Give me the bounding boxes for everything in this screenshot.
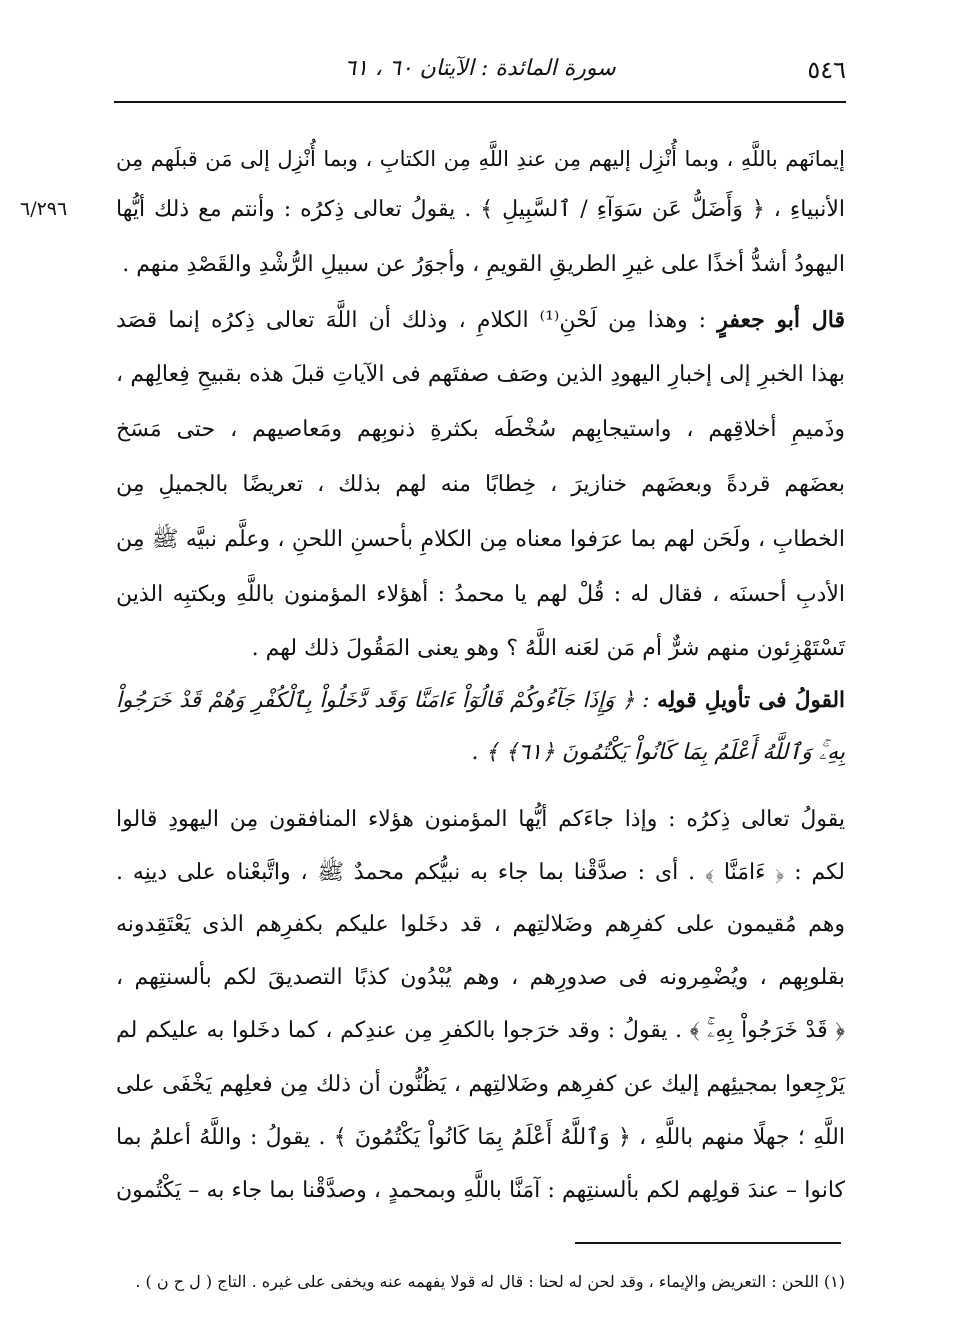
paragraph-1-line: الأنبياءِ ، ﴿ وَأَضَلُّ عَن سَوَآءِ / ٱلسَّبِيلِ ﴾ . يقولُ تعالى ذِكرُه : وأنتم مع ذلك أيُّها (116, 197, 845, 222)
paragraph-2-line: بهذا الخبرِ إلى إخبارِ اليهودِ الذين وصَف صفتَهم فى الآياتِ قبلَ هذه بقبيحِ فِعالِهم ، (116, 362, 845, 387)
paragraph-3-line: ﴿ قَدْ خَرَجُواْ بِهِۦۚ ﴾ . يقولُ : وقد خرَجوا بالكفرِ مِن عندِكم ، كما دخَلوا به عليكم لم (116, 1018, 845, 1043)
footnote: (١) اللحن : التعريض والإيماء ، وقد لحن له لحنا : قال له قولا يفهمه عنه ويخفى على غيره . التاج ( ل ح ن ) . (135, 1272, 845, 1291)
margin-reference: ٦/٢٩٦ (20, 198, 68, 220)
section-heading (116, 679, 845, 723)
quran-verse: : ﴿ وَإِذَا جَآءُوكُمْ قَالُوٓاْ ءَامَنَّا وَقَد دَّخَلُواْ بِٱلْكُفْرِ وَهُمْ قَدْ خَرَجُواْ (116, 688, 650, 713)
paragraph-3-line: يقولُ تعالى ذِكرُه : وإذا جاءَكم أيُّها المؤمنون هؤلاء المنافقون مِن اليهودِ قالوا (116, 807, 845, 832)
paragraph-3-line: اللَّهِ ؛ جهلًا منهم باللَّهِ ، ﴿ وَٱللَّهُ أَعْلَمُ بِمَا كَانُواْ يَكْتُمُونَ ﴾ . يقولُ : واللَّهُ أعلمُ بما (116, 1125, 845, 1150)
quran-verse-continuation: بِهِۦۚ وَٱللَّهُ أَعْلَمُ بِمَا كَانُواْ يَكْتُمُونَ ﴿٦١﴾ ﴾ . (471, 740, 845, 765)
paragraph-2-line: بعضَهم قردةً وبعضَهم خنازيرَ ، خِطابًا منه لهم بذلك ، تعريضًا بالجميلِ مِن (116, 472, 845, 497)
header-rule (114, 101, 846, 103)
paragraph-2-line: تَسْتَهْزِئون منهم شرٌّ أم مَن لعَنه اللَّهُ ؟ وهو يعنى المَقُولَ ذلك لهم . (251, 636, 845, 661)
page-number: ٥٤٦ (807, 56, 846, 84)
running-head: سورة المائدة : الآيتان ٦٠ ، ٦١ (344, 56, 616, 81)
paragraph-2-text: : وهذا مِن لَحْنِ⁽¹⁾ الكلامِ ، وذلك أن اللَّهَ تعالى ذِكرُه إنما قصَد (116, 308, 707, 333)
paragraph-1-line: إيمانَهم باللَّهِ ، وبما أُنْزِل إليهم مِن عندِ اللَّهِ مِن الكتابِ ، وبما أُنْزِل إلى مَن قبلَهم مِن (116, 147, 845, 171)
paragraph-2-line: الأدبِ أحسنَه ، فقال له : قُلْ لهم يا محمدُ : أهؤلاء المؤمنون باللَّهِ وبكتبِه الذين (116, 582, 845, 607)
paragraph-2-lead: قال أبو جعفرٍ (717, 307, 845, 333)
paragraph-3-line: كانوا – عندَ قولِهم لكم بألسنتِهم : آمَنَّا باللَّهِ وبمحمدٍ ، وصدَّقْنا بما جاء به – يَكْتُمون (116, 1178, 845, 1203)
paragraph-3-line: بقلوبِهم ، ويُضْمِرونه فى صدورِهم ، وهم يُبْدُون كذبًا التصديقَ لكم بألسنتِهم ، (116, 965, 845, 990)
paragraph-2-line: الخطابِ ، ولَحَن لهم بما عرَفوا معناه مِن الكلامِ بأحسنِ اللحنِ ، وعلَّم نبيَّه ﷺ مِن (116, 527, 845, 552)
footnote-rule (575, 1242, 841, 1244)
paragraph-3-line: وهم مُقيمون على كفرِهم وضَلالتِهم ، قد دخَلوا عليكم بكفرِهم الذى يَعْتَقِدونه (116, 912, 845, 937)
paragraph-3-line: يَرْجِعوا بمجيئِهم إليك عن كفرِهم وضَلالتِهم ، يَظُنُّون أن ذلك مِن فعلِهم يَخْفَى على (116, 1072, 845, 1097)
paragraph-1-line: اليهودُ أشدُّ أخذًا على غيرِ الطريقِ القويمِ ، وأجوَرُ عن سبيلِ الرُّشْدِ والقَصْدِ منهم . (122, 252, 845, 277)
page-header (114, 52, 846, 92)
section-heading-lead: القولُ فى تأويلِ قولِه (657, 688, 845, 713)
paragraph-2-line (116, 298, 845, 342)
paragraph-2-line: وذَميمِ أخلاقِهم ، واستيجابِهم سُخْطَه بكثرةِ ذنوبِهم ومَعاصيهم ، حتى مَسَخ (116, 417, 845, 442)
paragraph-3-line: لكم : ﴿ ءَامَنَّا ﴾ . أى : صدَّقْنا بما جاء به نبيُّكم محمدٌ ﷺ ، واتَّبعْناه على دينِه . (116, 860, 845, 885)
